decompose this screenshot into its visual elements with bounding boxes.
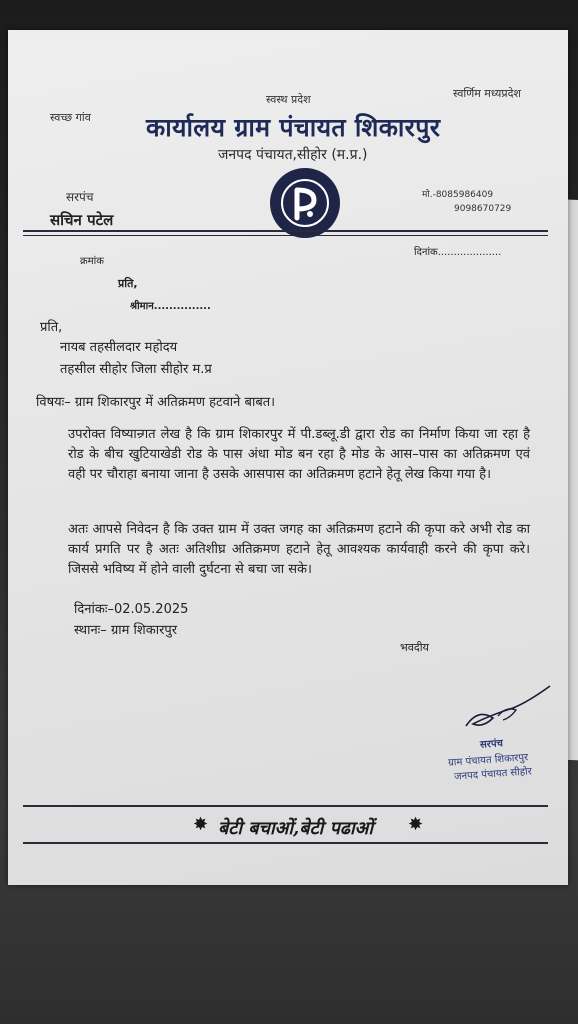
recipient-prati: प्रति, xyxy=(40,320,63,335)
stamp-janpad: जनपद पंचायत सीहोर xyxy=(453,766,533,783)
mobile-2: 9098670729 xyxy=(454,204,512,214)
panchayat-logo xyxy=(270,168,340,238)
mobile-1: मो.-8085986409 xyxy=(422,190,494,200)
recipient-line-1: नायब तहसीलदार महोदय xyxy=(60,340,178,355)
footer-slogan: बेटी बचाओं,बेटी पढाओं xyxy=(218,818,374,839)
shriman-label: श्रीमान............... xyxy=(130,301,211,312)
prati-label: प्रति, xyxy=(118,277,138,290)
stamp-panchayat: ग्राम पंचायत शिकारपुर xyxy=(447,752,529,769)
stamp-role: सरपंच xyxy=(479,738,504,751)
place-line: स्थानः– ग्राम शिकारपुर xyxy=(74,623,178,638)
star-right-icon: ✸ xyxy=(408,814,424,835)
body-paragraph-2: अतः आपसे निवेदन है कि उक्त ग्राम में उक्त जगह का अतिक्रमण हटाने की कृपा करे अभी रोड का कार्य प्रगति पर है अतः अतिशीघ्र अतिक्रमण हटाने हेतू आवश्यक कार्यवाही करने की कृपा करे। जिससे भविष्य में होने वाली दुर्घटना से बचा जा सके। xyxy=(68,522,530,577)
date-line: दिनांकः–02.05.2025 xyxy=(74,602,189,617)
kramank-label: क्रमांक xyxy=(80,256,104,267)
dinank-label: दिनांक.................... xyxy=(414,247,502,258)
body-paragraph-1: उपरोक्त विष्यान्र्गत लेख है कि ग्राम शिकारपुर में पी.डब्लू.डी द्वारा रोड का निर्माण किया जा रहा है रोड के बीच खुटियाखेडी रोड के पास अंधा मोड बन रहा है मोड के आस–पास का अतिक्रमण एवं वही पर चौराहा बनाया जाना है उसके आसपास का अतिक्रमण हटाने हेतू लेख किया गया है। xyxy=(68,427,530,482)
letter-page xyxy=(8,30,568,885)
closing-bhavdiya: भवदीय xyxy=(400,641,429,654)
slogan-right: स्वर्णिम मध्यप्रदेश xyxy=(453,87,521,100)
header-divider-thin xyxy=(23,235,548,236)
footer-divider-top xyxy=(23,805,548,807)
recipient-line-2: तहसील सीहोर जिला सीहोर म.प्र xyxy=(60,362,212,377)
slogan-center: स्वस्थ प्रदेश xyxy=(266,93,311,106)
header-divider xyxy=(23,230,548,232)
office-title: कार्यालय ग्राम पंचायत शिकारपुर xyxy=(146,113,441,142)
slogan-left: स्वच्छ गांव xyxy=(50,111,91,124)
subject-line: विषयः– ग्राम शिकारपुर में अतिक्रमण हटवाने बाबत। xyxy=(36,395,276,410)
footer-divider-bottom xyxy=(23,842,548,844)
logo-icon xyxy=(280,178,330,228)
sarpanch-role: सरपंच xyxy=(66,190,94,204)
sarpanch-name: सचिन पटेल xyxy=(50,211,114,229)
signature-image xyxy=(458,678,558,738)
office-subtitle: जनपद पंचायत,सीहोर (म.प्र.) xyxy=(218,147,368,163)
star-left-icon: ✸ xyxy=(193,814,209,835)
